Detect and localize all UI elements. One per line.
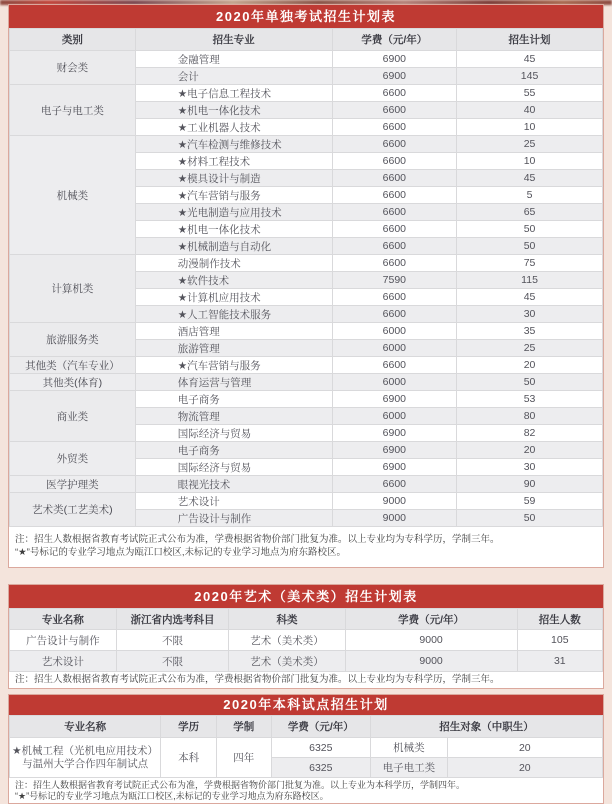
major-cell: 动漫制作技术 — [135, 255, 332, 272]
table2-title: 2020年艺术（美术类）招生计划表 — [194, 589, 418, 604]
table-row — [10, 493, 603, 510]
enrollment-cell: 105 — [517, 630, 602, 651]
column-header: 学制 — [216, 716, 271, 738]
tuition-cell: 6600 — [332, 153, 457, 170]
column-header: 浙江省内选考科目 — [116, 609, 229, 630]
column-header: 学费（元/年） — [345, 609, 517, 630]
major-cell: 艺术设计 — [10, 651, 117, 672]
major-cell: 国际经济与贸易 — [135, 459, 332, 476]
enrollment-cell: 5 — [457, 187, 603, 204]
table3-title: 2020年本科试点招生计划 — [223, 697, 389, 712]
tuition-cell: 6600 — [332, 357, 457, 374]
tuition-cell: 6600 — [332, 238, 457, 255]
target-count-cell: 20 — [447, 758, 602, 778]
tuition-cell: 9000 — [345, 651, 517, 672]
column-header: 学费（元/年） — [271, 716, 371, 738]
tuition-cell: 6325 — [271, 738, 371, 758]
tuition-cell: 7590 — [332, 272, 457, 289]
major-line-2: 与温州大学合作四年制试点 — [22, 757, 149, 770]
degree-cell: 本科 — [161, 738, 217, 778]
major-cell: ★材料工程技术 — [135, 153, 332, 170]
column-header: 专业名称 — [10, 716, 161, 738]
enrollment-cell: 45 — [457, 170, 603, 187]
major-cell: 酒店管理 — [135, 323, 332, 340]
enrollment-cell: 80 — [457, 408, 603, 425]
major-cell: ★汽车检测与维修技术 — [135, 136, 332, 153]
major-cell: ★机电一体化技术 — [135, 221, 332, 238]
enrollment-cell: 31 — [517, 651, 602, 672]
table-row — [10, 255, 603, 272]
note-line: 注：招生人数根据省教育考试院正式公布为准，学费根据省物价部门批复为准。以上专业均为专科学历，学制三年。 — [15, 674, 500, 685]
category-cell: 医学护理类 — [10, 476, 136, 493]
subject-req-cell: 不限 — [116, 651, 229, 672]
enrollment-cell: 20 — [457, 442, 603, 459]
table3-notes — [9, 778, 603, 803]
enrollment-cell: 53 — [457, 391, 603, 408]
tuition-cell: 9000 — [332, 493, 457, 510]
enrollment-cell: 40 — [457, 102, 603, 119]
major-cell: 物流管理 — [135, 408, 332, 425]
enrollment-cell: 25 — [457, 136, 603, 153]
enrollment-cell: 55 — [457, 85, 603, 102]
undergraduate-pilot-table — [9, 715, 603, 778]
tuition-cell: 6900 — [332, 51, 457, 68]
table-row — [10, 136, 603, 153]
tuition-cell: 6900 — [332, 442, 457, 459]
enrollment-cell: 65 — [457, 204, 603, 221]
enrollment-cell: 10 — [457, 153, 603, 170]
tuition-cell: 6000 — [332, 323, 457, 340]
tuition-cell: 6600 — [332, 85, 457, 102]
tuition-cell: 6900 — [332, 425, 457, 442]
table-row — [10, 323, 603, 340]
table-row — [10, 442, 603, 459]
category-cell: 计算机类 — [10, 255, 136, 323]
category-cell: 电子与电工类 — [10, 85, 136, 136]
art-plan-table — [9, 608, 603, 672]
tuition-cell: 6000 — [332, 408, 457, 425]
major-cell: 电子商务 — [135, 442, 332, 459]
note-line: 注：招生人数根据省教育考试院正式公布为准，学费根据省物价部门批复为准。以上专业为本科学历，学制四年。 — [15, 780, 466, 790]
enrollment-cell: 50 — [457, 221, 603, 238]
column-header: 招生计划 — [457, 29, 603, 51]
table-row — [10, 85, 603, 102]
tuition-cell: 6900 — [332, 68, 457, 85]
target-category-cell: 电子电工类 — [371, 758, 447, 778]
column-header: 招生人数 — [517, 609, 602, 630]
category-cell: 其他类（汽车专业） — [10, 357, 136, 374]
major-cell — [10, 738, 161, 778]
enrollment-cell: 115 — [457, 272, 603, 289]
major-cell: 眼视光技术 — [135, 476, 332, 493]
duration-cell: 四年 — [216, 738, 271, 778]
column-header: 类别 — [10, 29, 136, 51]
table-row — [10, 391, 603, 408]
major-cell: ★机电一体化技术 — [135, 102, 332, 119]
major-cell: 体育运营与管理 — [135, 374, 332, 391]
major-cell: ★软件技术 — [135, 272, 332, 289]
table2-notes — [9, 672, 603, 688]
art-plan-panel — [8, 584, 604, 689]
header-row — [10, 716, 603, 738]
target-count-cell: 20 — [447, 738, 602, 758]
major-cell: ★光电制造与应用技术 — [135, 204, 332, 221]
table2-title-bar — [9, 585, 603, 608]
major-cell: ★工业机器人技术 — [135, 119, 332, 136]
tuition-cell: 6000 — [332, 340, 457, 357]
column-header: 科类 — [229, 609, 345, 630]
major-cell: ★模具设计与制造 — [135, 170, 332, 187]
table1-title-bar — [9, 5, 603, 28]
category-cell: 财会类 — [10, 51, 136, 85]
tuition-cell: 6900 — [332, 391, 457, 408]
major-cell: ★计算机应用技术 — [135, 289, 332, 306]
category-cell: 艺术（美术类） — [229, 630, 345, 651]
table-row — [10, 651, 603, 672]
category-cell: 艺术（美术类） — [229, 651, 345, 672]
tuition-cell: 6600 — [332, 476, 457, 493]
major-cell: ★人工智能技术服务 — [135, 306, 332, 323]
category-cell: 其他类(体育) — [10, 374, 136, 391]
table-row — [10, 51, 603, 68]
table-row — [10, 476, 603, 493]
tuition-cell: 9000 — [332, 510, 457, 527]
enrollment-cell: 50 — [457, 238, 603, 255]
enrollment-cell: 90 — [457, 476, 603, 493]
tuition-cell: 6600 — [332, 187, 457, 204]
tuition-cell: 6600 — [332, 255, 457, 272]
major-cell: 艺术设计 — [135, 493, 332, 510]
category-cell: 外贸类 — [10, 442, 136, 476]
major-cell: 电子商务 — [135, 391, 332, 408]
category-cell: 机械类 — [10, 136, 136, 255]
table-row — [10, 374, 603, 391]
tuition-cell: 6600 — [332, 289, 457, 306]
note-line: 注：招生人数根据省教育考试院正式公布为准，学费根据省物价部门批复为准。以上专业均为专科学历，学制三年。 — [15, 534, 500, 545]
enrollment-cell: 50 — [457, 374, 603, 391]
header-row — [10, 609, 603, 630]
column-header: 招生专业 — [135, 29, 332, 51]
major-cell: ★机械制造与自动化 — [135, 238, 332, 255]
enrollment-cell: 45 — [457, 51, 603, 68]
enrollment-cell: 30 — [457, 306, 603, 323]
enrollment-cell: 20 — [457, 357, 603, 374]
major-cell: ★汽车营销与服务 — [135, 357, 332, 374]
tuition-cell: 6600 — [332, 221, 457, 238]
major-cell: ★汽车营销与服务 — [135, 187, 332, 204]
tuition-cell: 6600 — [332, 136, 457, 153]
subject-req-cell: 不限 — [116, 630, 229, 651]
category-cell: 旅游服务类 — [10, 323, 136, 357]
table-row — [10, 630, 603, 651]
tuition-cell: 9000 — [345, 630, 517, 651]
category-cell: 艺术类(工艺美术) — [10, 493, 136, 527]
tuition-cell: 6600 — [332, 204, 457, 221]
tuition-cell: 6900 — [332, 459, 457, 476]
major-cell: ★电子信息工程技术 — [135, 85, 332, 102]
major-cell: 旅游管理 — [135, 340, 332, 357]
column-header: 招生对象（中职生） — [371, 716, 603, 738]
tuition-cell: 6000 — [332, 374, 457, 391]
enrollment-cell: 45 — [457, 289, 603, 306]
major-cell: 广告设计与制作 — [10, 630, 117, 651]
note-line: “★”号标记的专业学习地点为瓯江口校区,未标记的专业学习地点为府东路校区。 — [15, 547, 346, 558]
enrollment-cell: 25 — [457, 340, 603, 357]
table1-title: 2020年单独考试招生计划表 — [216, 9, 396, 24]
table1-notes — [9, 527, 603, 567]
table3-title-bar — [9, 695, 603, 715]
enrollment-cell: 50 — [457, 510, 603, 527]
enrollment-cell: 75 — [457, 255, 603, 272]
major-line-1: ★机械工程（光机电应用技术） — [12, 744, 159, 757]
table-row — [10, 357, 603, 374]
table-row — [10, 738, 603, 758]
enrollment-cell: 30 — [457, 459, 603, 476]
separate-exam-plan-table — [9, 28, 603, 527]
enrollment-cell: 145 — [457, 68, 603, 85]
category-cell: 商业类 — [10, 391, 136, 442]
tuition-cell: 6325 — [271, 758, 371, 778]
enrollment-cell: 35 — [457, 323, 603, 340]
column-header: 专业名称 — [10, 609, 117, 630]
tuition-cell: 6600 — [332, 170, 457, 187]
major-cell: 金融管理 — [135, 51, 332, 68]
enrollment-cell: 82 — [457, 425, 603, 442]
column-header: 学费（元/年） — [332, 29, 457, 51]
enrollment-cell: 10 — [457, 119, 603, 136]
tuition-cell: 6600 — [332, 306, 457, 323]
target-category-cell: 机械类 — [371, 738, 447, 758]
major-cell: 广告设计与制作 — [135, 510, 332, 527]
note-line: “★”号标记的专业学习地点为瓯江口校区,未标记的专业学习地点为府东路校区。 — [15, 790, 329, 801]
column-header: 学历 — [161, 716, 217, 738]
undergraduate-pilot-panel — [8, 694, 604, 804]
enrollment-cell: 59 — [457, 493, 603, 510]
major-cell: 会计 — [135, 68, 332, 85]
tuition-cell: 6600 — [332, 102, 457, 119]
major-cell: 国际经济与贸易 — [135, 425, 332, 442]
tuition-cell: 6600 — [332, 119, 457, 136]
separate-exam-plan-panel — [8, 4, 604, 568]
header-row — [10, 29, 603, 51]
